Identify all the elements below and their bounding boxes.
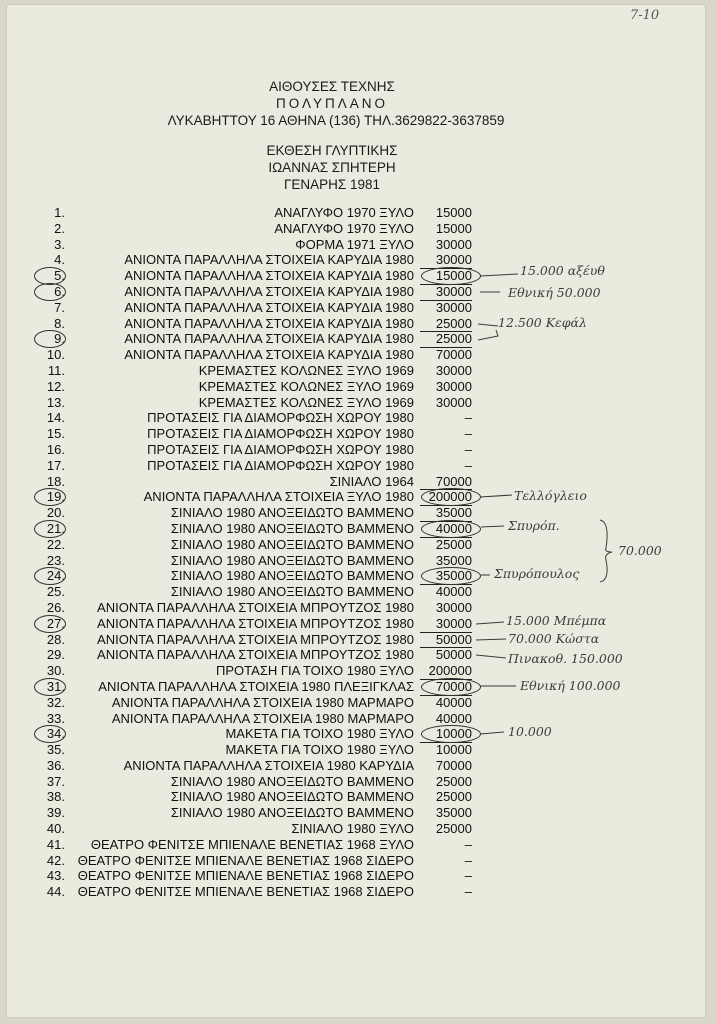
- work-title: ΚΡΕΜΑΣΤΕΣ ΚΟΛΩΝΕΣ ΞΥΛΟ 1969: [198, 394, 414, 410]
- work-title: ΠΡΟΤΑΣΕΙΣ ΓΙΑ ΔΙΑΜΟΡΦΩΣΗ ΧΩΡΟΥ 1980: [147, 426, 414, 442]
- gallery-name: ΑΙΘΟΥΣΕΣ ΤΕΧΝΗΣ: [269, 79, 395, 94]
- work-row: [0, 537, 716, 553]
- work-title: ΑΝΙΟΝΤΑ ΠΑΡΑΛΛΗΛΑ ΣΤΟΙΧΕΙΑ ΜΠΡΟΥΤΖΟΣ 1980: [97, 647, 414, 663]
- work-row: [0, 268, 716, 284]
- work-number: 27.: [46, 615, 65, 631]
- work-row: [0, 711, 716, 727]
- work-price: 30000: [435, 599, 472, 615]
- work-row: [0, 410, 716, 426]
- work-row: [0, 237, 716, 253]
- exhibition-type: ΕΚΘΕΣΗ ΓΛΥΠΤΙΚΗΣ: [266, 143, 398, 158]
- note-item-27: 15.000 Μπέμπα: [506, 613, 607, 628]
- work-price: 15000: [420, 268, 472, 285]
- work-price: 15000: [435, 205, 472, 220]
- work-title: ΑΝΙΟΝΤΑ ΠΑΡΑΛΛΗΛΑ ΣΤΟΙΧΕΙΑ ΚΑΡΥΔΙΑ 1980: [124, 252, 414, 268]
- work-row: [0, 695, 716, 711]
- work-price: –: [464, 426, 472, 442]
- work-row: [0, 458, 716, 474]
- work-price: –: [464, 410, 472, 426]
- work-row: [0, 758, 716, 774]
- work-number: 19.: [46, 489, 65, 505]
- work-price: 10000: [420, 726, 472, 743]
- work-price: 25000: [435, 821, 472, 837]
- work-price: 25000: [435, 773, 472, 789]
- work-row: [0, 331, 716, 347]
- circled-number-mark: [34, 615, 66, 633]
- work-number: 40.: [46, 821, 65, 837]
- work-row: [0, 600, 716, 616]
- work-price: 25000: [435, 536, 472, 552]
- work-row: [0, 316, 716, 332]
- work-title: ΑΝΙΟΝΤΑ ΠΑΡΑΛΛΗΛΑ ΣΤΟΙΧΕΙΑ ΚΑΡΥΔΙΑ 1980: [124, 347, 414, 363]
- work-price: 40000: [420, 521, 472, 538]
- work-title: ΑΝΙΟΝΤΑ ΠΑΡΑΛΛΗΛΑ ΣΤΟΙΧΕΙΑ ΜΠΡΟΥΤΖΟΣ 1980: [97, 631, 414, 647]
- work-title: ΘΕΑΤΡΟ ΦΕΝΙΤΣΕ ΜΠΙΕΝΑΛΕ ΒΕΝΕΤΙΑΣ 1968 ΣΙΔΕΡΟ: [77, 868, 414, 884]
- work-number: 29.: [46, 647, 65, 663]
- work-price: 30000: [420, 616, 472, 633]
- work-price: 200000: [420, 663, 472, 680]
- work-price: 70000: [420, 474, 472, 491]
- work-price: 40000: [435, 710, 472, 726]
- work-row: [0, 205, 716, 221]
- work-number: 37.: [46, 773, 65, 789]
- work-number: 33.: [46, 710, 65, 726]
- work-title: ΣΙΝΙΑΛΟ 1980 ΑΝΟΞΕΙΔΩΤΟ ΒΑΜΜΕΝΟ: [170, 805, 414, 821]
- work-row: [0, 347, 716, 363]
- circled-price-mark: [421, 520, 481, 538]
- exhibition-header: [0, 142, 716, 193]
- note-item-31: Εθνική 100.000: [520, 678, 621, 693]
- work-row: [0, 505, 716, 521]
- work-price: 35000: [435, 805, 472, 821]
- work-number: 11.: [47, 362, 65, 378]
- work-row: [0, 868, 716, 884]
- work-price: 25000: [435, 789, 472, 805]
- note-item-6: Εθνική 50.000: [508, 285, 601, 300]
- work-row: [0, 821, 716, 837]
- work-row: [0, 884, 716, 900]
- work-number: 8.: [54, 315, 65, 331]
- work-title: ΑΝΙΟΝΤΑ ΠΑΡΑΛΛΗΛΑ ΣΤΟΙΧΕΙΑ ΚΑΡΥΔΙΑ 1980: [124, 331, 414, 347]
- work-row: [0, 426, 716, 442]
- work-title: ΣΙΝΙΑΛΟ 1980 ΑΝΟΞΕΙΔΩΤΟ ΒΑΜΜΕΝΟ: [170, 536, 414, 552]
- work-price: 50000: [420, 632, 472, 649]
- work-number: 15.: [46, 426, 65, 442]
- work-row: [0, 284, 716, 300]
- work-number: 13.: [46, 394, 65, 410]
- work-number: 20.: [46, 505, 65, 521]
- circled-number-mark: [34, 283, 66, 301]
- work-row: [0, 789, 716, 805]
- work-title: ΣΙΝΙΑΛΟ 1980 ΑΝΟΞΕΙΔΩΤΟ ΒΑΜΜΕΝΟ: [170, 584, 414, 600]
- work-number: 22.: [46, 536, 65, 552]
- circled-number-mark: [34, 520, 66, 538]
- work-row: [0, 442, 716, 458]
- work-title: ΑΝΙΟΝΤΑ ΠΑΡΑΛΛΗΛΑ ΣΤΟΙΧΕΙΑ ΜΠΡΟΥΤΖΟΣ 1980: [97, 599, 414, 615]
- gallery-address: ΛΥΚΑΒΗΤΤΟΥ 16 ΑΘΗΝΑ (136) ΤΗΛ.3629822-3637859: [167, 113, 505, 128]
- work-row: [0, 553, 716, 569]
- work-row: [0, 252, 716, 268]
- work-title: ΣΙΝΙΑΛΟ 1980 ΑΝΟΞΕΙΔΩΤΟ ΒΑΜΜΕΝΟ: [170, 568, 414, 584]
- work-title: ΠΡΟΤΑΣΕΙΣ ΓΙΑ ΔΙΑΜΟΡΦΩΣΗ ΧΩΡΟΥ 1980: [147, 410, 414, 426]
- work-row: [0, 837, 716, 853]
- work-price: 30000: [420, 252, 472, 269]
- work-price: –: [464, 852, 472, 868]
- work-price: 35000: [420, 505, 472, 522]
- gallery-subname: ΠΟΛΥΠΛΑΝΟ: [275, 96, 389, 111]
- work-title: ΠΡΟΤΑΣΕΙΣ ΓΙΑ ΔΙΑΜΟΡΦΩΣΗ ΧΩΡΟΥ 1980: [147, 441, 414, 457]
- work-title: ΣΙΝΙΑΛΟ 1980 ΑΝΟΞΕΙΔΩΤΟ ΒΑΜΜΕΝΟ: [170, 520, 414, 536]
- work-title: ΣΙΝΙΑΛΟ 1980 ΑΝΟΞΕΙΔΩΤΟ ΒΑΜΜΕΝΟ: [170, 505, 414, 521]
- note-item-34: 10.000: [508, 724, 552, 739]
- work-price: –: [464, 441, 472, 457]
- work-title: ΣΙΝΙΑΛΟ 1980 ΑΝΟΞΕΙΔΩΤΟ ΒΑΜΜΕΝΟ: [170, 773, 414, 789]
- note-item-8: 12.500 Κεφάλ: [498, 315, 587, 330]
- work-row: [0, 584, 716, 600]
- work-title: ΑΝΙΟΝΤΑ ΠΑΡΑΛΛΗΛΑ ΣΤΟΙΧΕΙΑ 1980 ΜΑΡΜΑΡΟ: [111, 710, 414, 726]
- circled-price-mark: [421, 567, 481, 585]
- work-title: ΚΡΕΜΑΣΤΕΣ ΚΟΛΩΝΕΣ ΞΥΛΟ 1969: [198, 378, 414, 394]
- work-price: 35000: [435, 552, 472, 568]
- works-list: [0, 205, 716, 900]
- work-title: ΑΝΙΟΝΤΑ ΠΑΡΑΛΛΗΛΑ ΣΤΟΙΧΕΙΑ ΚΑΡΥΔΙΑ 1980: [124, 299, 414, 315]
- work-price: 30000: [420, 284, 472, 301]
- work-price: 40000: [435, 694, 472, 710]
- note-bracket-total: 70.000: [618, 543, 662, 558]
- circled-price-mark: [421, 725, 481, 743]
- work-row: [0, 632, 716, 648]
- work-number: 30.: [46, 663, 65, 679]
- work-title: ΘΕΑΤΡΟ ΦΕΝΙΤΣΕ ΜΠΙΕΝΑΛΕ ΒΕΝΕΤΙΑΣ 1968 ΣΙΔΕΡΟ: [77, 884, 414, 900]
- work-price: 50000: [435, 647, 472, 663]
- work-price: 25000: [420, 331, 472, 348]
- work-number: 28.: [46, 631, 65, 647]
- work-row: [0, 221, 716, 237]
- work-price: 40000: [435, 584, 472, 600]
- work-price: 15000: [435, 220, 472, 236]
- work-price: 25000: [420, 316, 472, 333]
- work-row: [0, 489, 716, 505]
- note-item-28: 70.000 Κώστα: [508, 631, 600, 646]
- exhibition-date: ΓΕΝΑΡΗΣ 1981: [283, 177, 381, 192]
- work-row: [0, 568, 716, 584]
- circled-price-mark: [421, 678, 481, 696]
- circled-price-mark: [421, 488, 481, 506]
- work-row: [0, 742, 716, 758]
- work-price: 30000: [435, 362, 472, 378]
- work-title: ΘΕΑΤΡΟ ΦΕΝΙΤΣΕ ΜΠΙΕΝΑΛΕ ΒΕΝΕΤΙΑΣ 1968 ΣΙΔΕΡΟ: [77, 852, 414, 868]
- work-row: [0, 774, 716, 790]
- work-price: 30000: [435, 394, 472, 410]
- work-price: 30000: [435, 236, 472, 252]
- note-item-5: 15.000 αξέυθ: [520, 263, 605, 278]
- work-number: 3.: [54, 236, 65, 252]
- work-title: ΑΝΑΓΛΥΦΟ 1970 ΞΥΛΟ: [274, 205, 414, 220]
- work-title: ΑΝΙΟΝΤΑ ΠΑΡΑΛΛΗΛΑ ΣΤΟΙΧΕΙΑ 1980 ΠΛΕΞΙΓΚΛΑΣ: [98, 678, 414, 694]
- work-number: 7.: [54, 299, 65, 315]
- work-number: 6.: [54, 283, 65, 299]
- work-row: [0, 616, 716, 632]
- work-title: ΣΙΝΙΑΛΟ 1964: [329, 473, 414, 489]
- work-number: 26.: [46, 599, 65, 615]
- work-title: ΑΝΑΓΛΥΦΟ 1970 ΞΥΛΟ: [274, 220, 414, 236]
- work-number: 42.: [46, 852, 65, 868]
- work-number: 41.: [46, 836, 65, 852]
- work-price: 200000: [420, 489, 472, 506]
- work-row: [0, 726, 716, 742]
- work-title: ΣΙΝΙΑΛΟ 1980 ΑΝΟΞΕΙΔΩΤΟ ΒΑΜΜΕΝΟ: [170, 789, 414, 805]
- work-number: 2.: [54, 220, 65, 236]
- page-mark: 7-10: [630, 8, 660, 23]
- note-item-29: Πινακοθ. 150.000: [508, 651, 623, 666]
- work-number: 4.: [54, 252, 65, 268]
- work-number: 43.: [46, 868, 65, 884]
- work-title: ΑΝΙΟΝΤΑ ΠΑΡΑΛΛΗΛΑ ΣΤΟΙΧΕΙΑ 1980 ΜΑΡΜΑΡΟ: [111, 694, 414, 710]
- work-number: 44.: [46, 884, 65, 900]
- work-number: 16.: [46, 441, 65, 457]
- work-title: ΚΡΕΜΑΣΤΕΣ ΚΟΛΩΝΕΣ ΞΥΛΟ 1969: [198, 362, 414, 378]
- work-number: 10.: [46, 347, 65, 363]
- work-title: ΜΑΚΕΤΑ ΓΙΑ ΤΟΙΧΟ 1980 ΞΥΛΟ: [225, 726, 414, 742]
- work-number: 24.: [46, 568, 65, 584]
- work-title: ΑΝΙΟΝΤΑ ΠΑΡΑΛΛΗΛΑ ΣΤΟΙΧΕΙΑ ΚΑΡΥΔΙΑ 1980: [124, 283, 414, 299]
- work-number: 18.: [46, 473, 65, 489]
- work-price: 30000: [435, 378, 472, 394]
- work-number: 9.: [54, 331, 65, 347]
- artist-name: ΙΩΑΝΝΑΣ ΣΠΗΤΕΡΗ: [268, 160, 396, 175]
- work-title: ΑΝΙΟΝΤΑ ΠΑΡΑΛΛΗΛΑ ΣΤΟΙΧΕΙΑ ΜΠΡΟΥΤΖΟΣ 1980: [97, 615, 414, 631]
- work-price: 35000: [420, 568, 472, 585]
- work-number: 25.: [46, 584, 65, 600]
- work-title: ΣΙΝΙΑΛΟ 1980 ΞΥΛΟ: [291, 821, 414, 837]
- work-row: [0, 474, 716, 490]
- work-number: 21.: [46, 520, 65, 536]
- work-title: ΦΟΡΜΑ 1971 ΞΥΛΟ: [295, 236, 414, 252]
- work-number: 5.: [54, 268, 65, 284]
- work-title: ΑΝΙΟΝΤΑ ΠΑΡΑΛΛΗΛΑ ΣΤΟΙΧΕΙΑ ΚΑΡΥΔΙΑ 1980: [124, 268, 414, 284]
- work-number: 12.: [46, 378, 65, 394]
- work-number: 14.: [46, 410, 65, 426]
- work-number: 34.: [46, 726, 65, 742]
- work-price: 70000: [420, 679, 472, 696]
- work-row: [0, 379, 716, 395]
- work-title: ΑΝΙΟΝΤΑ ΠΑΡΑΛΛΗΛΑ ΣΤΟΙΧΕΙΑ ΚΑΡΥΔΙΑ 1980: [124, 315, 414, 331]
- work-title: ΠΡΟΤΑΣΗ ΓΙΑ ΤΟΙΧΟ 1980 ΞΥΛΟ: [216, 663, 414, 679]
- note-item-21: Σπυρόπ.: [508, 518, 560, 533]
- work-number: 23.: [46, 552, 65, 568]
- work-number: 32.: [46, 694, 65, 710]
- work-price: –: [464, 457, 472, 473]
- work-number: 17.: [46, 457, 65, 473]
- gallery-header: [0, 78, 716, 129]
- note-item-24: Σπυρόπουλος: [494, 566, 580, 581]
- work-row: [0, 300, 716, 316]
- circled-price-mark: [421, 267, 481, 285]
- work-title: ΑΝΙΟΝΤΑ ΠΑΡΑΛΛΗΛΑ ΣΤΟΙΧΕΙΑ ΞΥΛΟ 1980: [143, 489, 414, 505]
- work-number: 36.: [46, 757, 65, 773]
- work-number: 38.: [46, 789, 65, 805]
- work-price: –: [464, 884, 472, 900]
- work-title: ΜΑΚΕΤΑ ΓΙΑ ΤΟΙΧΟ 1980 ΞΥΛΟ: [225, 742, 414, 758]
- work-title: ΘΕΑΤΡΟ ΦΕΝΙΤΣΕ ΜΠΙΕΝΑΛΕ ΒΕΝΕΤΙΑΣ 1968 ΞΥΛΟ: [90, 836, 414, 852]
- work-price: 10000: [435, 742, 472, 758]
- work-number: 35.: [46, 742, 65, 758]
- work-title: ΑΝΙΟΝΤΑ ΠΑΡΑΛΛΗΛΑ ΣΤΟΙΧΕΙΑ 1980 ΚΑΡΥΔΙΑ: [123, 757, 414, 773]
- work-title: ΣΙΝΙΑΛΟ 1980 ΑΝΟΞΕΙΔΩΤΟ ΒΑΜΜΕΝΟ: [170, 552, 414, 568]
- work-row: [0, 521, 716, 537]
- work-price: –: [464, 868, 472, 884]
- work-row: [0, 853, 716, 869]
- work-row: [0, 395, 716, 411]
- work-number: 31.: [46, 678, 65, 694]
- work-number: 39.: [46, 805, 65, 821]
- circled-number-mark: [34, 678, 66, 696]
- work-row: [0, 805, 716, 821]
- work-price: 70000: [435, 757, 472, 773]
- work-price: 70000: [435, 347, 472, 363]
- note-item-19: Τελλόγλειο: [514, 488, 587, 503]
- work-price: –: [464, 836, 472, 852]
- work-price: 30000: [435, 299, 472, 315]
- work-row: [0, 363, 716, 379]
- work-number: 1.: [54, 205, 65, 220]
- work-title: ΠΡΟΤΑΣΕΙΣ ΓΙΑ ΔΙΑΜΟΡΦΩΣΗ ΧΩΡΟΥ 1980: [147, 457, 414, 473]
